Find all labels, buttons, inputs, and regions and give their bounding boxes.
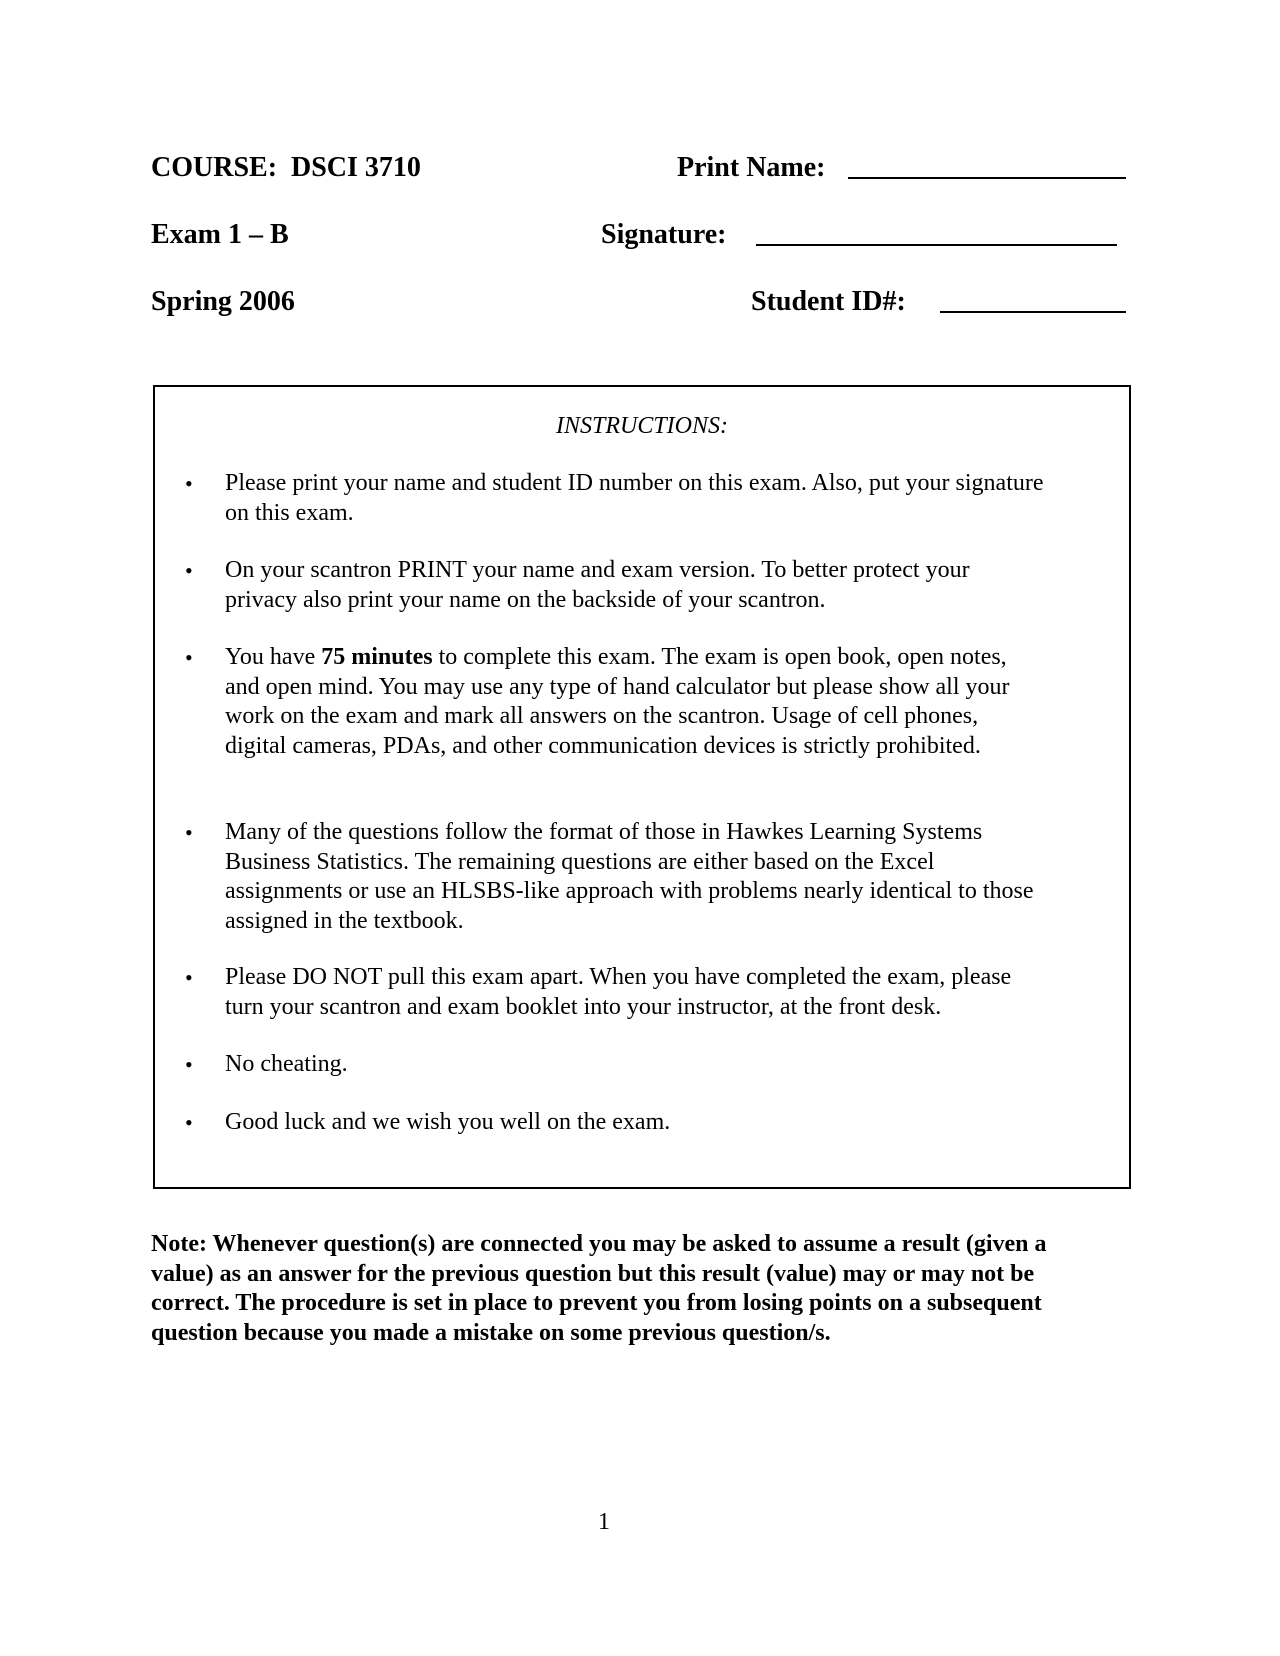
course-label: COURSE: DSCI 3710 bbox=[151, 152, 421, 183]
student-id-field[interactable] bbox=[940, 311, 1126, 313]
instruction-item: • You have 75 minutes to complete this exam. The exam is open book, open notes, and open mind. You may use any type of hand calculator but please show all your work on the exam and mark all answers on the scantron. Usage of cell phones, digital cameras, PDAs, and other communication devices is strictly prohibited. bbox=[185, 644, 1010, 759]
bullet-icon: • bbox=[185, 1110, 193, 1135]
student-id-label: Student ID#: bbox=[751, 286, 906, 317]
page-number: 1 bbox=[598, 1509, 610, 1535]
instructions-title: INSTRUCTIONS: bbox=[555, 413, 729, 439]
term-label: Spring 2006 bbox=[151, 286, 295, 317]
bullet-icon: • bbox=[185, 645, 193, 670]
bullet-icon: • bbox=[185, 558, 193, 583]
instruction-item: • No cheating. bbox=[225, 1050, 1045, 1080]
bullet-icon: • bbox=[185, 1052, 193, 1077]
print-name-field[interactable] bbox=[848, 177, 1126, 179]
bullet-icon: • bbox=[185, 471, 193, 496]
instruction-item: • Good luck and we wish you well on the exam. bbox=[225, 1108, 1045, 1138]
note-paragraph: Note: Whenever question(s) are connected you may be asked to assume a result (given a value) as an answer for the previous question but this result (value) may or may not be correct. The procedure is set in place to prevent you from losing points on a subsequent question because you made a mistake on some previous question/s. bbox=[151, 1231, 1047, 1346]
instruction-item: • Many of the questions follow the format of those in Hawkes Learning Systems Business Statistics. The remaining questions are either based on the Excel assignments or use an HLSBS-like approach with problems nearly identical to those assigned in the textbook. bbox=[185, 819, 1034, 934]
bullet-icon: • bbox=[185, 965, 193, 990]
instruction-item: • Please print your name and student ID number on this exam. Also, put your signature on this exam. bbox=[185, 470, 1044, 526]
print-name-label: Print Name: bbox=[677, 152, 826, 183]
instruction-item: • On your scantron PRINT your name and exam version. To better protect your privacy also print your name on the backside of your scantron. bbox=[185, 557, 970, 613]
signature-field[interactable] bbox=[756, 244, 1117, 246]
bullet-icon: • bbox=[185, 820, 193, 845]
exam-version-label: Exam 1 – B bbox=[151, 219, 289, 250]
time-limit: 75 minutes bbox=[321, 644, 433, 670]
instruction-item: • Please DO NOT pull this exam apart. When you have completed the exam, please turn your scantron and exam booklet into your instructor, at the front desk. bbox=[185, 964, 1012, 1020]
signature-label: Signature: bbox=[601, 219, 727, 250]
instructions-box bbox=[153, 385, 1131, 1189]
